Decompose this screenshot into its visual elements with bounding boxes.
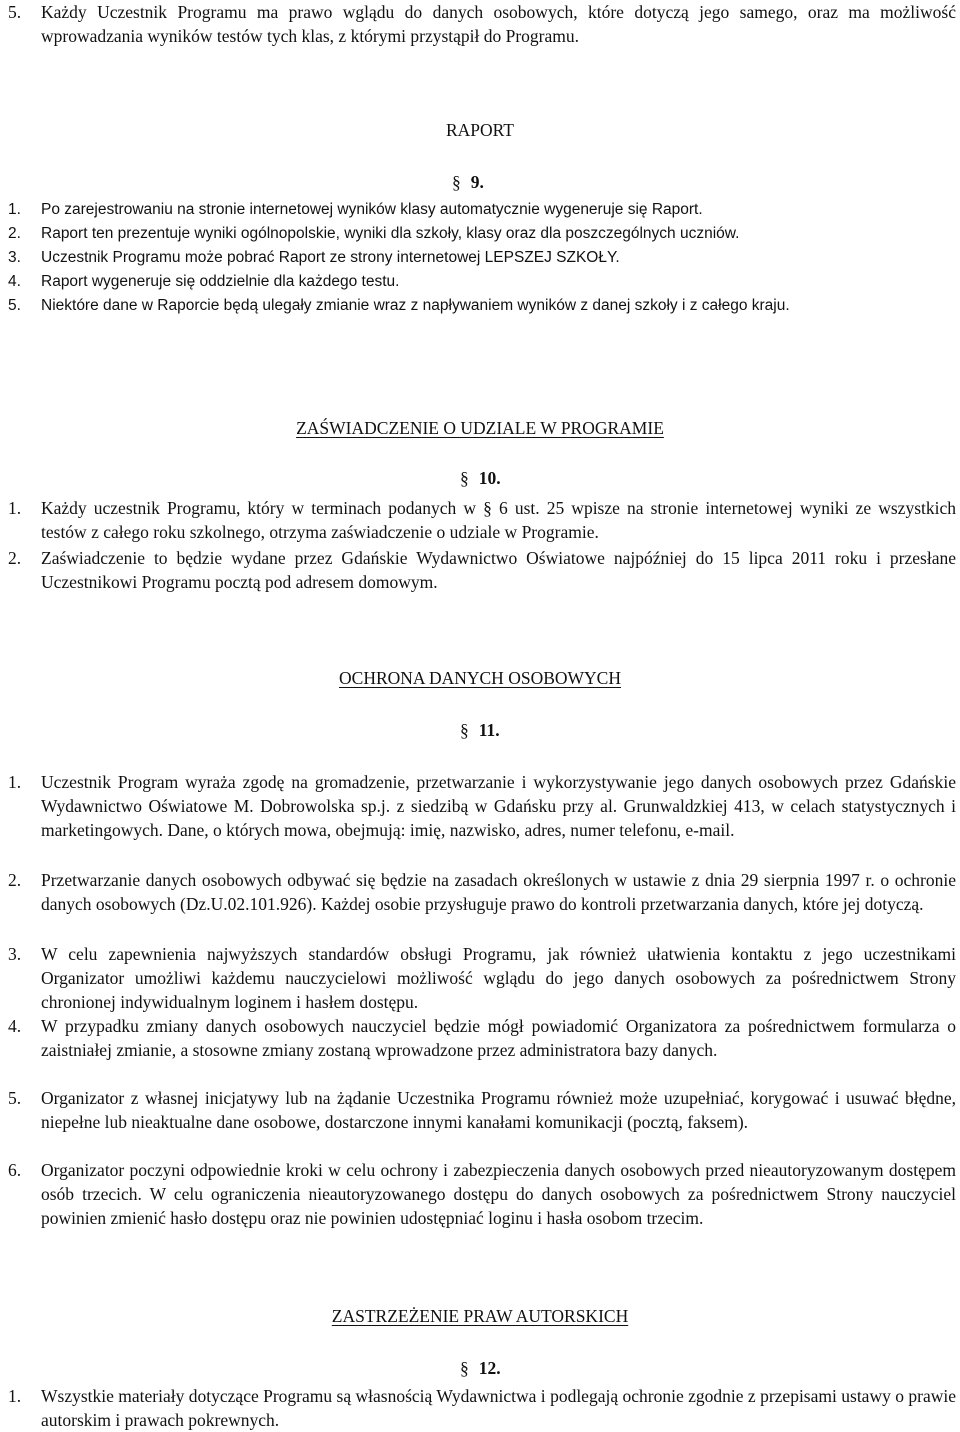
section-heading-ochrona: OCHRONA DANYCH OSOBOWYCH xyxy=(339,668,621,688)
list-item xyxy=(8,0,956,48)
item-text: W celu zapewnienia najwyższych standardów obsługi Programu, jak również ułatwienia kontaktu z jego uczestnikami Organizator umożliwi każdemu nauczycielowi możliwość wglądu do jego danych osobowych za pośrednictwem Strony chronionej indywidualnym loginem i hasłem dostępu. xyxy=(41,944,956,1012)
paragraph-sign: § xyxy=(460,720,469,740)
item-number: 5. xyxy=(8,297,21,314)
item-number: 5. xyxy=(8,2,22,22)
list-item xyxy=(8,868,956,916)
item-number: 1. xyxy=(8,498,22,518)
item-text: Raport wygeneruje się oddzielnie dla każdego testu. xyxy=(41,273,400,290)
list-item xyxy=(8,1086,956,1134)
item-number: 4. xyxy=(8,1016,22,1036)
section-heading-zaswiadczenie: ZAŚWIADCZENIE O UDZIALE W PROGRAMIE xyxy=(296,418,664,438)
item-text: Organizator z własnej inicjatywy lub na żądanie Uczestnika Programu również może uzupełniać, korygować i usuwać błędne, niepełne lub nieaktualne dane osobowe, dostarczone innymi kanałami komunikacji (pocztą, faksem). xyxy=(41,1088,956,1132)
item-text: W przypadku zmiany danych osobowych nauczyciel będzie mógł powiadomić Organizatora za pośrednictwem formularza o zaistniałej zmianie, a stosowne zmiany zostaną wprowadzone przez administratora bazy danych. xyxy=(41,1016,956,1060)
item-text: Każdy uczestnik Programu, który w terminach podanych w § 6 ust. 25 wpisze na stronie internetowej wyniki ze wszystkich testów z całego roku szkolnego, otrzyma zaświadczenie o udziale w Programie. xyxy=(41,498,956,542)
list-item xyxy=(8,770,956,842)
item-number: 3. xyxy=(8,944,22,964)
paragraph-number: § 9. xyxy=(452,172,484,192)
list-item xyxy=(8,270,956,294)
section-heading-zastrzezenie: ZASTRZEŻENIE PRAW AUTORSKICH xyxy=(331,1306,629,1326)
item-text: Zaświadczenie to będzie wydane przez Gdańskie Wydawnictwo Oświatowe najpóźniej do 15 lipca 2011 roku i przesłane Uczestnikowi Programu pocztą pod adresem domowym. xyxy=(41,548,956,592)
item-number: 2. xyxy=(8,225,21,242)
list-item xyxy=(8,1384,956,1432)
item-number: 2. xyxy=(8,548,22,568)
paragraph-number: § 10. xyxy=(460,468,501,488)
item-text: Uczestnik Program wyraża zgodę na gromadzenie, przetwarzanie i wykorzystywanie jego danych osobowych przez Gdańskie Wydawnictwo Oświatowe M. Dobrowolska sp.j. z siedzibą w Gdańsku przy al. Grunwaldzkiej 413, w celach statystycznych i marketingowych. Dane, o których mowa, obejmują: imię, nazwisko, adres, numer telefonu, e-mail. xyxy=(41,772,956,840)
paragraph-sign: § xyxy=(460,468,469,488)
item-text: Raport ten prezentuje wyniki ogólnopolskie, wyniki dla szkoły, klasy oraz dla poszczególnych uczniów. xyxy=(41,225,740,242)
item-text: Niektóre dane w Raporcie będą ulegały zmianie wraz z napływaniem wyników z danej szkoły i z całego kraju. xyxy=(41,297,790,314)
item-text: Przetwarzanie danych osobowych odbywać się będzie na zasadach określonych w ustawie z dnia 29 sierpnia 1997 r. o ochronie danych osobowych (Dz.U.02.101.926). Każdej osobie przysługuje prawo do kontroli przetwarzania danych, które jej dotyczą. xyxy=(41,870,956,914)
list-item xyxy=(8,222,956,246)
list-item xyxy=(8,546,956,594)
item-text: Wszystkie materiały dotyczące Programu są własnością Wydawnictwa i podlegają ochronie zgodnie z przepisami ustawy o prawie autorskim i prawach pokrewnych. xyxy=(41,1386,956,1430)
paragraph-number: § 11. xyxy=(460,720,500,740)
list-item xyxy=(8,294,956,318)
section-heading-raport: RAPORT xyxy=(446,120,514,140)
item-number: 4. xyxy=(8,273,21,290)
item-number: 5. xyxy=(8,1088,22,1108)
paragraph-sign: § xyxy=(460,1358,469,1378)
item-number: 1. xyxy=(8,772,22,792)
item-number: 2. xyxy=(8,870,22,890)
list-item xyxy=(8,942,956,1014)
item-text: Po zarejestrowaniu na stronie internetowej wyników klasy automatycznie wygeneruje się Raport. xyxy=(41,201,703,218)
list-item xyxy=(8,1014,956,1062)
item-number: 6. xyxy=(8,1160,22,1180)
item-text: Każdy Uczestnik Programu ma prawo wglądu do danych osobowych, które dotyczą jego samego, oraz ma możliwość wprowadzania wyników testów tych klas, z którymi przystąpił do Programu. xyxy=(41,2,956,46)
item-text: Uczestnik Programu może pobrać Raport ze strony internetowej LEPSZEJ SZKOŁY. xyxy=(41,249,620,266)
list-item xyxy=(8,246,956,270)
list-item xyxy=(8,496,956,544)
item-number: 1. xyxy=(8,1386,22,1406)
item-number: 3. xyxy=(8,249,21,266)
list-item xyxy=(8,198,956,222)
list-item xyxy=(8,1158,956,1230)
item-text: Organizator poczyni odpowiednie kroki w celu ochrony i zabezpieczenia danych osobowych przed nieautoryzowanym dostępem osób trzecich. W celu ograniczenia nieautoryzowanego dostępu do danych osobowych za pośrednictwem Strony nauczyciel powinien zmienić hasło dostępu oraz nie powinien udostępniać loginu i hasła osobom trzecim. xyxy=(41,1160,956,1228)
paragraph-sign: § xyxy=(452,172,461,192)
item-number: 1. xyxy=(8,201,21,218)
paragraph-number: § 12. xyxy=(460,1358,501,1378)
